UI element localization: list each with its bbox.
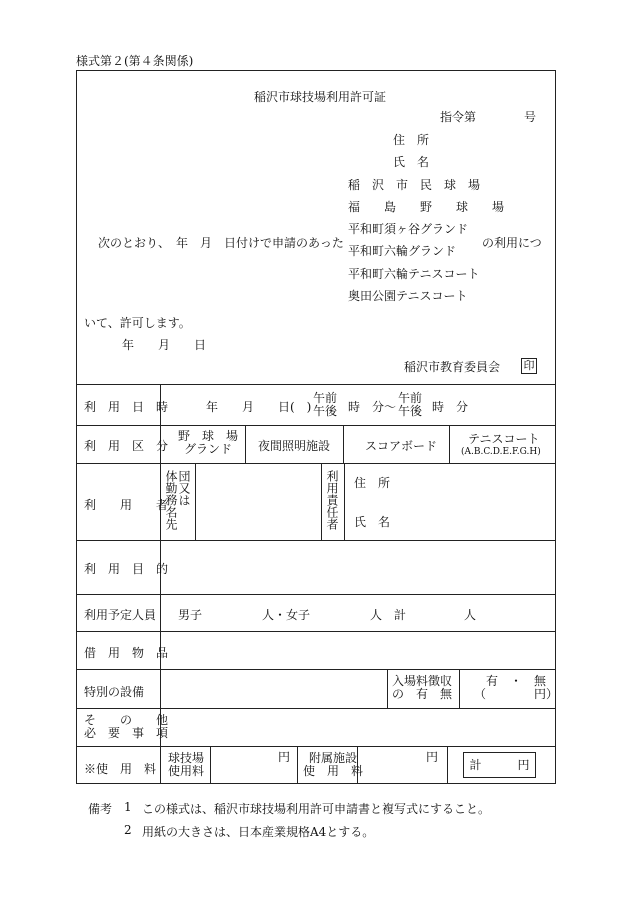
ground-fee-label: 球技場 使用料 <box>168 751 205 778</box>
people-label: 利用予定人員 <box>84 608 157 622</box>
note-2-text: 用紙の大きさは、日本産業規格A4とする。 <box>142 825 375 839</box>
permit-intro: 次のとおり、 年 月 日付けで申請のあった <box>98 236 344 250</box>
annex-fee-label: 附属施設 使 用 料 <box>303 751 364 778</box>
people-end: 人 <box>464 608 477 622</box>
datetime-label: 利 用 日 時 <box>84 400 169 414</box>
datetime-ymd: 年 月 日( ) <box>206 400 312 414</box>
people-female: 人・女子 <box>262 608 311 622</box>
category-label: 利 用 区 分 <box>84 439 169 453</box>
facility-3: 平和町須ヶ谷グランド <box>348 222 469 236</box>
seal-box: 印 <box>521 358 537 374</box>
category-option-lighting: 夜間照明施設 <box>258 439 331 453</box>
admission-fee-value: 有 ・ 無 （ 円） <box>474 674 559 701</box>
ampm-start: 午前 午後 <box>313 391 338 418</box>
purpose-label: 利 用 目 的 <box>84 562 169 576</box>
user-label: 利 用 者 <box>84 498 169 512</box>
form-number: 様式第２(第４条関係) <box>76 54 194 68</box>
notes-title: 備考 <box>88 802 113 816</box>
note-1-number: 1 <box>124 800 132 814</box>
responsible-label: 利用責任者 <box>325 470 339 530</box>
usage-suffix: の利用につ <box>482 236 542 250</box>
facility-2: 福 島 野 球 場 <box>348 200 505 214</box>
permit-continuation: いて、許可します。 <box>84 316 191 330</box>
permit-title: 稲沢市球技場利用許可証 <box>254 90 387 104</box>
admission-fee-label: 入場料徴収 の 有 無 <box>392 674 453 701</box>
tennis-courts: (A.B.C.D.E.F.G.H) <box>461 447 541 457</box>
category-option-baseball: 野 球 場 グランド <box>178 429 239 456</box>
fee-label: ※使 用 料 <box>84 762 157 776</box>
issuer: 稲沢市教育委員会 <box>404 360 501 374</box>
ampm-end: 午前 午後 <box>398 391 423 418</box>
ground-fee-yen: 円 <box>278 750 291 764</box>
facility-5: 平和町六輪テニスコート <box>348 267 480 281</box>
equipment-label: 借 用 物 品 <box>84 646 169 660</box>
people-male: 男子 <box>178 608 203 622</box>
user-name: 氏 名 <box>354 515 391 529</box>
other-label: そ の 他 必 要 事 項 <box>84 713 169 740</box>
category-option-scoreboard: スコアボード <box>365 439 438 453</box>
org-label-b: 体勤務名先 <box>164 470 178 530</box>
note-1-text: この様式は、稲沢市球技場利用許可申請書と複写式にすること。 <box>142 802 491 816</box>
datetime-mid: 時 分～ <box>348 400 397 414</box>
permit-number-suffix: 号 <box>524 110 537 124</box>
total-fee-box: 計 円 <box>463 752 536 778</box>
name-label: 氏 名 <box>393 155 430 169</box>
issue-date: 年 月 日 <box>122 338 207 352</box>
note-2-number: 2 <box>124 823 132 837</box>
facility-6: 奥田公園テニスコート <box>348 289 468 303</box>
address-label: 住 所 <box>393 133 430 147</box>
special-label: 特別の設備 <box>84 685 145 699</box>
annex-fee-yen: 円 <box>426 750 439 764</box>
user-address: 住 所 <box>354 476 391 490</box>
permit-number-prefix: 指令第 <box>440 110 477 124</box>
datetime-end: 時 分 <box>432 400 469 414</box>
category-option-tennis: テニスコート <box>468 432 540 446</box>
facility-1: 稲 沢 市 民 球 場 <box>348 178 481 192</box>
org-label-a: 団又は <box>177 470 191 506</box>
people-total: 人 計 <box>370 608 407 622</box>
facility-4: 平和町六輪グランド <box>348 244 457 258</box>
